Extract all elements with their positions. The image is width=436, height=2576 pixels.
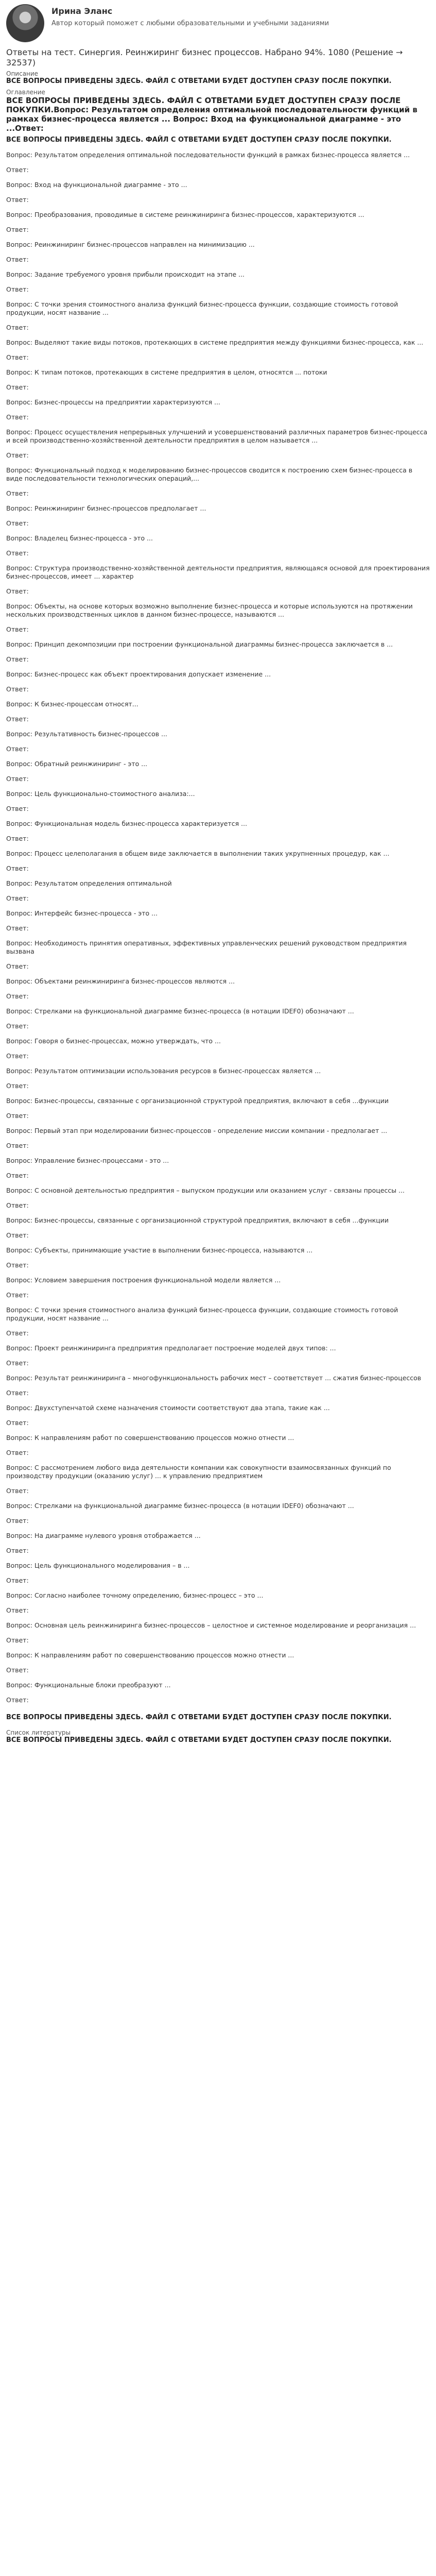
toc-label: Оглавление bbox=[6, 89, 45, 96]
answer-label: Ответ: bbox=[6, 924, 29, 932]
toc-text: ВСЕ ВОПРОСЫ ПРИВЕДЕНЫ ЗДЕСЬ. ФАЙЛ С ОТВЕТАМИ БУДЕТ ДОСТУПЕН СРАЗУ ПОСЛЕ ПОКУПКИ.Вопрос: Результатом определения оптимальной последовательности функций в рамках бизнес-процесса является ... Вопрос: Вход на функциональной диаграмме - это ...Ответ: bbox=[6, 96, 417, 133]
author-description: Автор который поможет с любыми образовательными и учебными заданиями bbox=[51, 20, 329, 27]
question-item: Вопрос: Результат реинжиниринга – многофункциональность рабочих мест – соответствует ... сжатия бизнес-процессов bbox=[6, 1374, 422, 1382]
answer-label: Ответ: bbox=[6, 685, 29, 693]
description-label: Описание bbox=[6, 70, 39, 77]
answer-label: Ответ: bbox=[6, 1419, 29, 1427]
question-item: Вопрос: Результатом определения оптимальной последовательности функций в рамках бизнес-процесса является ... bbox=[6, 151, 410, 159]
question-item: Вопрос: Функциональный подход к моделированию бизнес-процессов сводится к построению схем бизнес-процесса в виде последовательности технологических операций,... bbox=[6, 466, 413, 482]
question-item: Вопрос: Обратный реинжиниринг - это ... bbox=[6, 760, 148, 768]
question-item: Вопрос: Согласно наиболее точному определению, бизнес-процесс – это ... bbox=[6, 1591, 264, 1599]
answer-label: Ответ: bbox=[6, 715, 29, 723]
answer-label: Ответ: bbox=[6, 196, 29, 204]
answer-label: Ответ: bbox=[6, 625, 29, 633]
question-item: Вопрос: К бизнес-процессам относят... bbox=[6, 700, 138, 708]
answer-label: Ответ: bbox=[6, 256, 29, 263]
answer-label: Ответ: bbox=[6, 1022, 29, 1030]
question-item: Вопрос: Первый этап при моделировании бизнес-процессов - определение миссии компании - предполагает ... bbox=[6, 1127, 388, 1134]
author-card bbox=[6, 4, 430, 42]
bottom-text: ВСЕ ВОПРОСЫ ПРИВЕДЕНЫ ЗДЕСЬ. ФАЙЛ С ОТВЕТАМИ БУДЕТ ДОСТУПЕН СРАЗУ ПОСЛЕ ПОКУПКИ. bbox=[6, 1714, 392, 1721]
answer-label: Ответ: bbox=[6, 1052, 29, 1060]
question-item: Вопрос: Объекты, на основе которых возможно выполнение бизнес-процесса и которые используются на протяжении нескольких производственных циклов в данном бизнес-процессе, называются ... bbox=[6, 602, 413, 618]
page-title: Ответы на тест. Синергия. Реинжиринг бизнес процессов. Набрано 94%. 1080 (Решение → 32537) bbox=[6, 47, 403, 67]
question-item: Вопрос: Функциональная модель бизнес-процесса характеризуется ... bbox=[6, 820, 248, 827]
question-item: Вопрос: Функциональные блоки преобразуют ... bbox=[6, 1681, 171, 1689]
question-item: Вопрос: С точки зрения стоимостного анализа функций бизнес-процесса функции, создающие стоимость готовой продукции, носят название ... bbox=[6, 300, 398, 316]
question-item: Вопрос: Выделяют такие виды потоков, протекающих в системе предприятия между функциями бизнес-процесса, как ... bbox=[6, 338, 424, 346]
answer-label: Ответ: bbox=[6, 1449, 29, 1456]
author-name[interactable]: Ирина Эланс bbox=[51, 6, 113, 16]
question-item: Вопрос: Объектами реинжиниринга бизнес-процессов являются ... bbox=[6, 977, 235, 985]
answer-label: Ответ: bbox=[6, 1517, 29, 1524]
question-item: Вопрос: Принцип декомпозиции при построении функциональной диаграммы бизнес-процесса заключается в ... bbox=[6, 640, 393, 648]
answer-label: Ответ: bbox=[6, 353, 29, 361]
question-item: Вопрос: Результатом определения оптимальной bbox=[6, 879, 172, 887]
answer-label: Ответ: bbox=[6, 166, 29, 174]
answer-label: Ответ: bbox=[6, 894, 29, 902]
question-item: Вопрос: Говоря о бизнес-процессах, можно утверждать, что ... bbox=[6, 1037, 221, 1045]
answer-label: Ответ: bbox=[6, 226, 29, 233]
answer-label: Ответ: bbox=[6, 1082, 29, 1090]
question-item: Вопрос: Вход на функциональной диаграмме - это ... bbox=[6, 181, 187, 189]
question-item: Вопрос: Структура производственно-хозяйственной деятельности предприятия, являющаяся основой для проектирования бизнес-процессов, имеет ... характер bbox=[6, 564, 430, 580]
answer-label: Ответ: bbox=[6, 1291, 29, 1299]
description-text: ВСЕ ВОПРОСЫ ПРИВЕДЕНЫ ЗДЕСЬ. ФАЙЛ С ОТВЕТАМИ БУДЕТ ДОСТУПЕН СРАЗУ ПОСЛЕ ПОКУПКИ. bbox=[6, 77, 392, 85]
answer-label: Ответ: bbox=[6, 775, 29, 783]
answer-label: Ответ: bbox=[6, 1112, 29, 1120]
avatar[interactable] bbox=[6, 4, 44, 42]
answer-label: Ответ: bbox=[6, 835, 29, 842]
answer-label: Ответ: bbox=[6, 1261, 29, 1269]
answer-label: Ответ: bbox=[6, 745, 29, 753]
question-item: Вопрос: Задание требуемого уровня прибыли происходит на этапе ... bbox=[6, 270, 245, 278]
question-item: Вопрос: К направлениям работ по совершенствованию процессов можно отнести ... bbox=[6, 1434, 294, 1442]
answer-label: Ответ: bbox=[6, 1487, 29, 1495]
question-item: Вопрос: Основная цель реинжиниринга бизнес-процессов – целостное и системное моделирование и реорганизация ... bbox=[6, 1621, 416, 1629]
question-item: Вопрос: С точки зрения стоимостного анализа функций бизнес-процесса функции, создающие стоимость готовой продукции, носят название ... bbox=[6, 1306, 398, 1322]
literature-text: ВСЕ ВОПРОСЫ ПРИВЕДЕНЫ ЗДЕСЬ. ФАЙЛ С ОТВЕТАМИ БУДЕТ ДОСТУПЕН СРАЗУ ПОСЛЕ ПОКУПКИ. bbox=[6, 1736, 392, 1744]
answer-label: Ответ: bbox=[6, 324, 29, 331]
answer-label: Ответ: bbox=[6, 1172, 29, 1179]
answer-label: Ответ: bbox=[6, 805, 29, 812]
answer-label: Ответ: bbox=[6, 1606, 29, 1614]
answer-label: Ответ: bbox=[6, 587, 29, 595]
answer-label: Ответ: bbox=[6, 1142, 29, 1149]
question-item: Вопрос: С рассмотрением любого вида деятельности компании как совокупности взаимосвязанных функций по производству продукции (оказанию услуг) ... к управлению предприятием bbox=[6, 1464, 391, 1480]
question-item: Вопрос: Результативность бизнес-процессов ... bbox=[6, 730, 168, 738]
literature-label: Список литературы bbox=[6, 1729, 71, 1736]
repeat-text: ВСЕ ВОПРОСЫ ПРИВЕДЕНЫ ЗДЕСЬ. ФАЙЛ С ОТВЕТАМИ БУДЕТ ДОСТУПЕН СРАЗУ ПОСЛЕ ПОКУПКИ. bbox=[6, 136, 392, 144]
answer-label: Ответ: bbox=[6, 655, 29, 663]
answer-label: Ответ: bbox=[6, 1389, 29, 1397]
question-item: Вопрос: Результатом оптимизации использования ресурсов в бизнес-процессах является ... bbox=[6, 1067, 321, 1075]
answer-label: Ответ: bbox=[6, 1696, 29, 1704]
question-item: Вопрос: Проект реинжиниринга предприятия предполагает построение моделей двух типов: ... bbox=[6, 1344, 336, 1352]
question-item: Вопрос: Двухступенчатой схеме назначения стоимости соответствуют два этапа, такие как ... bbox=[6, 1404, 330, 1412]
answer-label: Ответ: bbox=[6, 1231, 29, 1239]
answer-label: Ответ: bbox=[6, 489, 29, 497]
answer-label: Ответ: bbox=[6, 1636, 29, 1644]
question-item: Вопрос: Реинжиниринг бизнес-процессов направлен на минимизацию ... bbox=[6, 241, 255, 248]
answer-label: Ответ: bbox=[6, 1577, 29, 1584]
author-info bbox=[51, 4, 329, 28]
question-item: Вопрос: Стрелками на функциональной диаграмме бизнес-процесса (в нотации IDEF0) обозначают ... bbox=[6, 1007, 354, 1015]
question-item: Вопрос: Цель функционального моделирования – в ... bbox=[6, 1562, 190, 1569]
question-item: Вопрос: Субъекты, принимающие участие в выполнении бизнес-процесса, называются ... bbox=[6, 1246, 313, 1254]
question-item: Вопрос: Бизнес-процессы, связанные с организационной структурой предприятия, включают в себя ...функции bbox=[6, 1216, 389, 1224]
question-item: Вопрос: С основной деятельностью предприятия – выпуском продукции или оказанием услуг - связаны процессы ... bbox=[6, 1187, 405, 1194]
question-item: Вопрос: Процесс целеполагания в общем виде заключается в выполнении таких укрупненных процедур, как ... bbox=[6, 850, 390, 857]
question-list bbox=[6, 151, 430, 1704]
answer-label: Ответ: bbox=[6, 383, 29, 391]
question-item: Вопрос: Бизнес-процессы, связанные с организационной структурой предприятия, включают в себя ...функции bbox=[6, 1097, 389, 1105]
answer-label: Ответ: bbox=[6, 1359, 29, 1367]
answer-label: Ответ: bbox=[6, 451, 29, 459]
question-item: Вопрос: Условием завершения построения функциональной модели является ... bbox=[6, 1276, 281, 1284]
answer-label: Ответ: bbox=[6, 1329, 29, 1337]
question-item: Вопрос: Интерфейс бизнес-процесса - это ... bbox=[6, 909, 158, 917]
question-item: Вопрос: Необходимость принятия оперативных, эффективных управленческих решений руководством предприятия вызвана bbox=[6, 939, 407, 955]
question-item: Вопрос: Бизнес-процесс как объект проектирования допускает изменение ... bbox=[6, 670, 271, 678]
answer-label: Ответ: bbox=[6, 285, 29, 293]
answer-label: Ответ: bbox=[6, 992, 29, 1000]
question-item: Вопрос: Реинжиниринг бизнес-процессов предполагает ... bbox=[6, 504, 206, 512]
question-item: Вопрос: Владелец бизнес-процесса - это ... bbox=[6, 534, 153, 542]
answer-label: Ответ: bbox=[6, 865, 29, 872]
question-item: Вопрос: На диаграмме нулевого уровня отображается ... bbox=[6, 1532, 201, 1539]
question-item: Вопрос: К типам потоков, протекающих в системе предприятия в целом, относятся ... потоки bbox=[6, 368, 327, 376]
question-item: Вопрос: Управление бизнес-процессами - это ... bbox=[6, 1157, 169, 1164]
answer-label: Ответ: bbox=[6, 1547, 29, 1554]
question-item: Вопрос: Бизнес-процессы на предприятии характеризуются ... bbox=[6, 398, 221, 406]
question-item: Вопрос: Цель функционально-стоимостного анализа:... bbox=[6, 790, 195, 798]
question-item: Вопрос: К направлениям работ по совершенствованию процессов можно отнести ... bbox=[6, 1651, 294, 1659]
question-item: Вопрос: Преобразования, проводимые в системе реинжиниринга бизнес-процессов, характеризуются ... bbox=[6, 211, 364, 218]
question-item: Вопрос: Стрелками на функциональной диаграмме бизнес-процесса (в нотации IDEF0) обозначают ... bbox=[6, 1502, 354, 1510]
answer-label: Ответ: bbox=[6, 1201, 29, 1209]
answer-label: Ответ: bbox=[6, 549, 29, 557]
answer-label: Ответ: bbox=[6, 519, 29, 527]
answer-label: Ответ: bbox=[6, 413, 29, 421]
answer-label: Ответ: bbox=[6, 962, 29, 970]
question-item: Вопрос: Процесс осуществления непрерывных улучшений и усовершенствований различных параметров бизнес-процесса и всей производственно-хозяйственной деятельности предприятия в целом называется ... bbox=[6, 428, 428, 444]
answer-label: Ответ: bbox=[6, 1666, 29, 1674]
